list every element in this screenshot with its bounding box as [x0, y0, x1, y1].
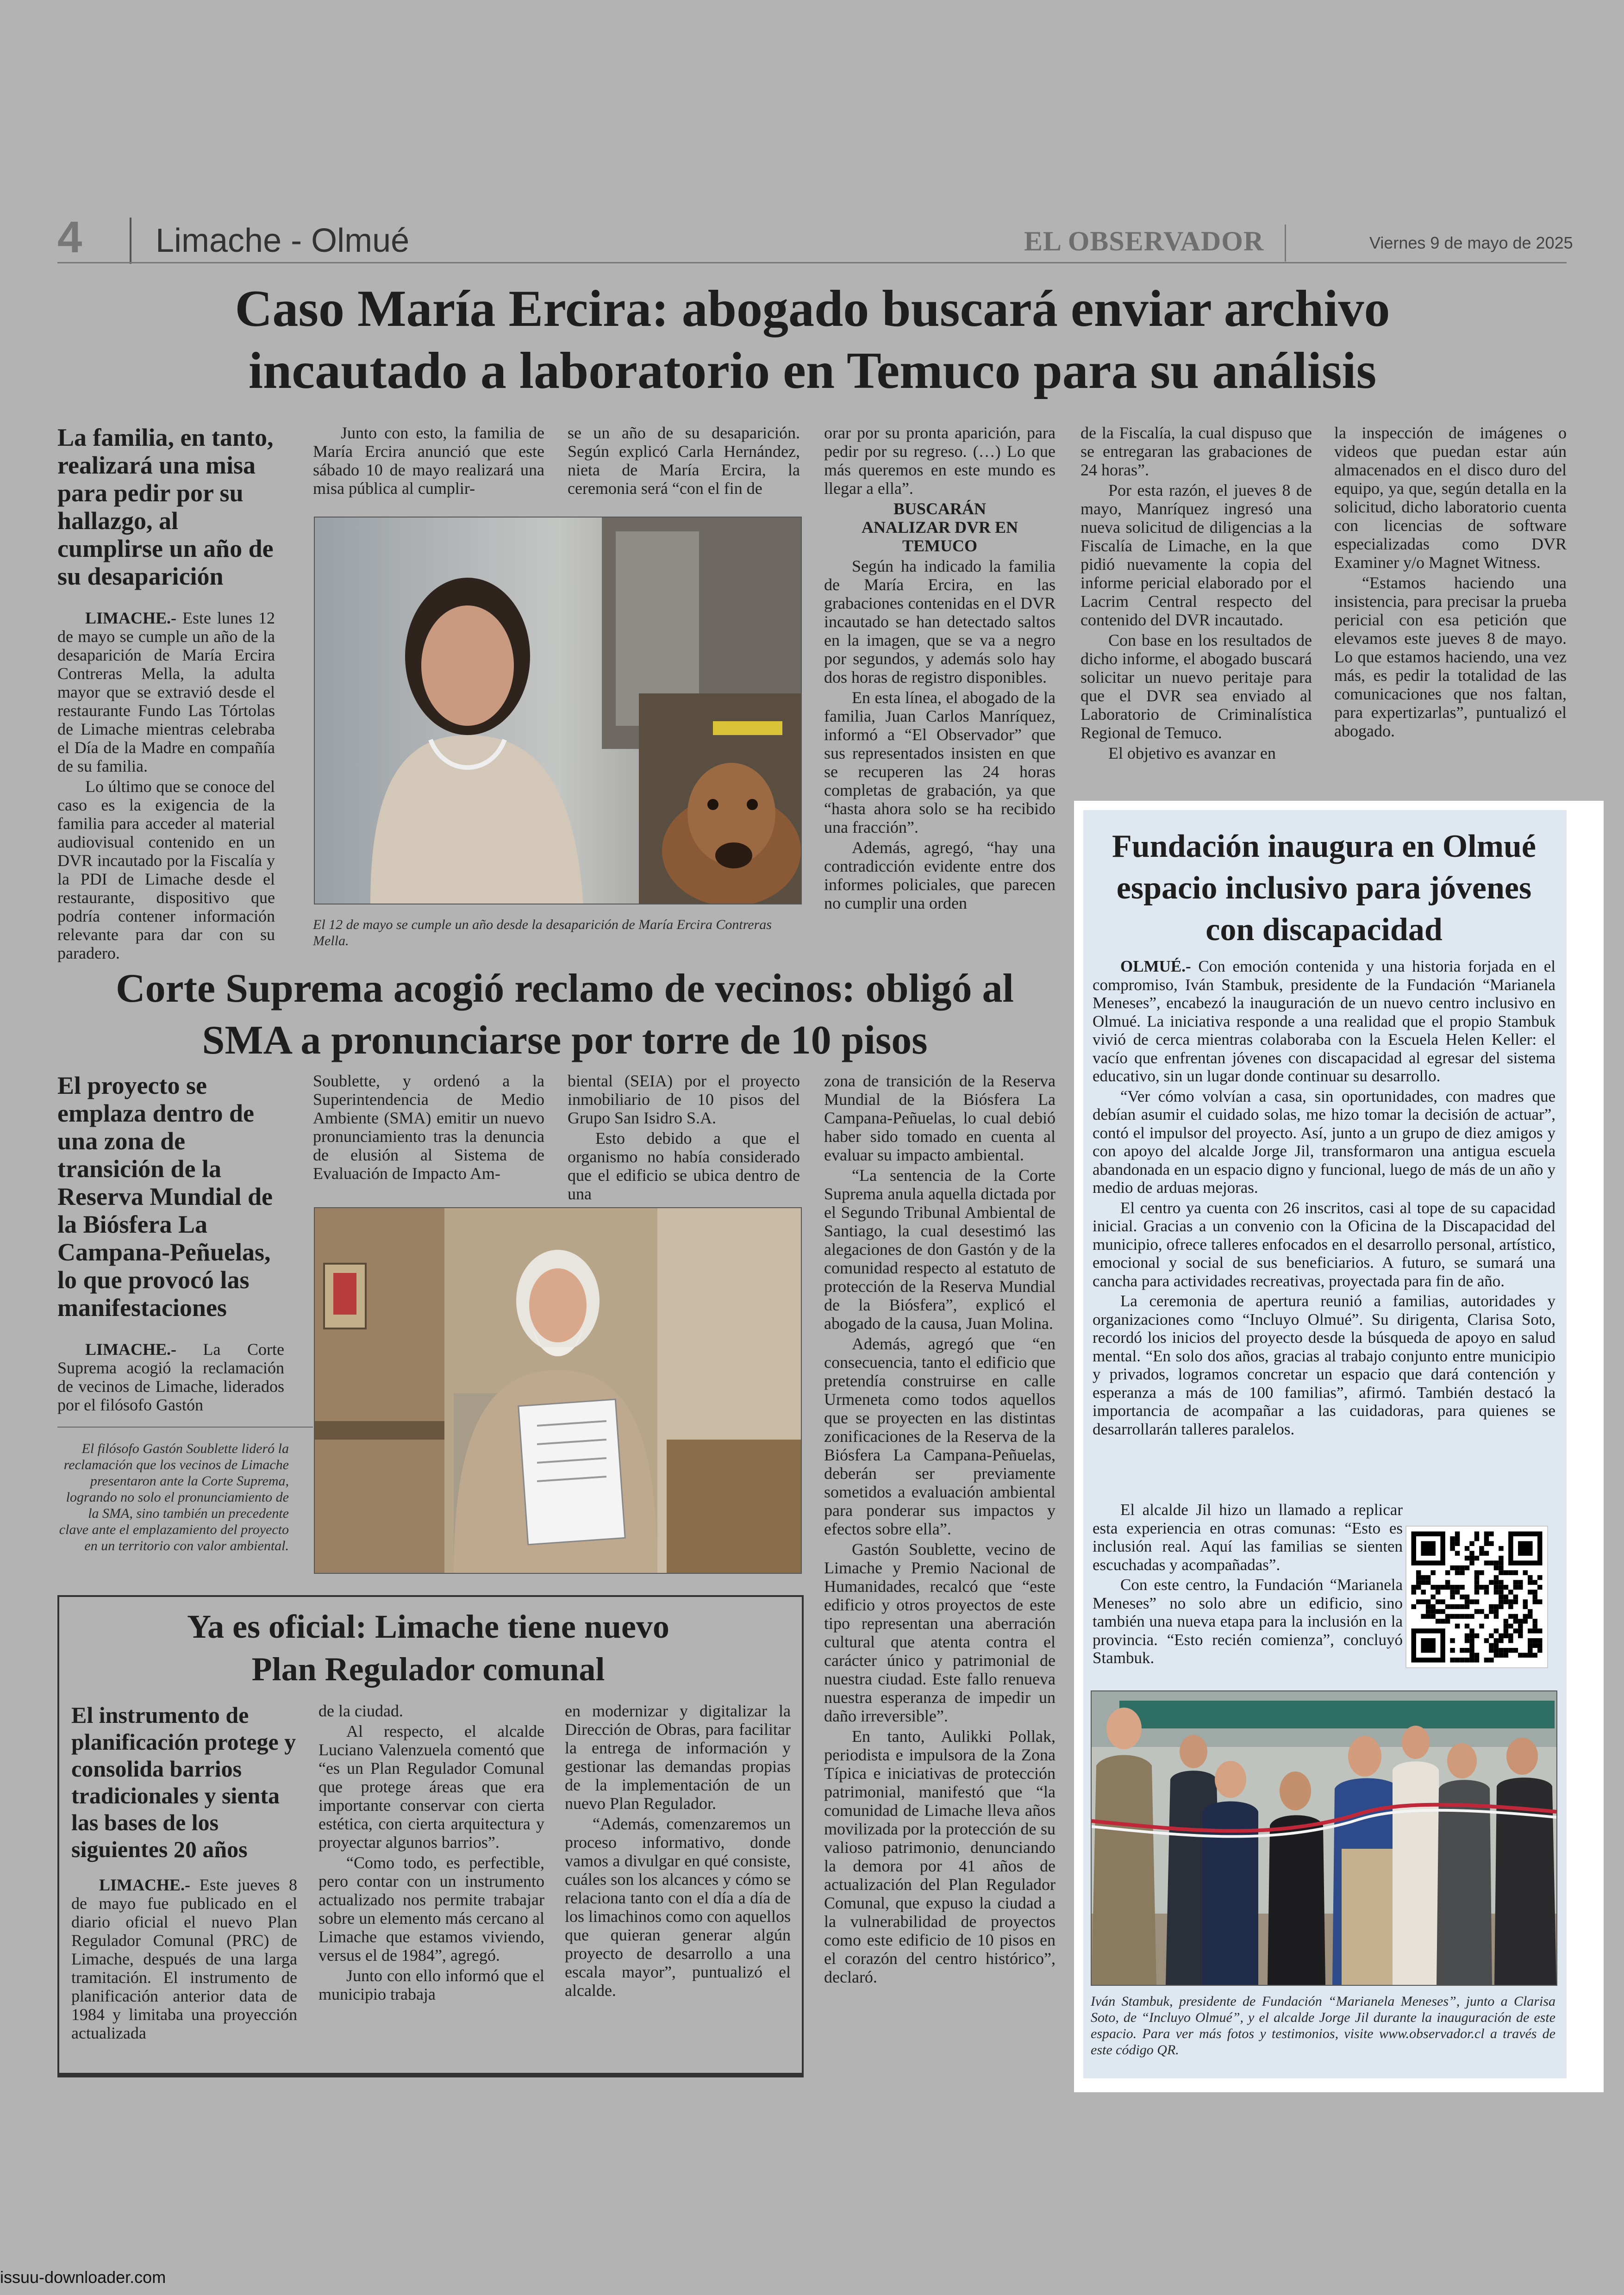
story1-c4c: En esta línea, el abogado de la familia, Juan Carlos Manríquez, informó a “El Observador” que sus representados insisten en que se recuperen las 24 horas completas de grabación, ya que “hasta ahora solo se ha recibido una fracción”.	[824, 688, 1056, 836]
issue-date: Viernes 9 de mayo de 2025	[1369, 233, 1573, 252]
story1-c6b: “Estamos haciendo una insistencia, para precisar la prueba pericial con esa petición que elevamos este jueves 8 de mayo. Lo que estamos haciendo, una vez más, es pedir la totalidad de las comunicaciones que nos faltan, para expertizarlas”, puntualizó el abogado.	[1334, 574, 1567, 740]
story1-c5c: Con base en los resultados de dicho informe, el abogado buscará solicitar un nuevo peritaje para que el DVR sea enviado al Laboratorio de Criminalística Regional de Temuco.	[1081, 631, 1312, 742]
story1-p2: Lo último que se conoce del caso es la exigencia de la familia para acceder al material audiovisual contenido en un DVR incautado por la Fiscalía y la PDI de Limache desde el restaurante, dispositivo que podría contener información relevante para dar con su paradero.	[57, 777, 275, 962]
story1-col6	[1334, 424, 1567, 742]
story2-dateline: LIMACHE.-	[85, 1340, 176, 1359]
story4-p3: El centro ya cuenta con 26 inscritos, casi al tope de su capacidad inicial. Gracias a un convenio con la Oficina de la Discapacidad del municipio, ofrece talleres enfocados en el desarrollo personal, artístico, emocional y social de sus beneficiarios. A futuro, se sumará una cancha para actividades recreativas, proyectada para fin de año.	[1093, 1198, 1555, 1290]
story2-kicker: El proyecto se emplaza dentro de una zona de transición de la Reserva Mundial de la Biósfera La Campana-Peñuelas, lo que provocó las manifestaciones	[57, 1072, 273, 1322]
story1-c4d: Además, agregó, “hay una contradicción evidente entre dos informes policiales, que parecen no cumplir una orden	[824, 838, 1056, 912]
story2-col3	[568, 1072, 800, 1205]
story3-c3a: en modernizar y digitalizar la Dirección de Obras, para facilitar la entrega de información y gestionar las demandas propias de la implementación de un nuevo Plan Regulador.	[565, 1702, 791, 1813]
story1-headline: Caso María Ercira: abogado buscará enviar archivo incautado a laboratorio en Temuco para su análisis	[235, 280, 1390, 399]
story2-c3a: biental (SEIA) por el proyecto inmobiliario de 10 pisos del Grupo San Isidro S.A.	[568, 1072, 800, 1127]
story1-col4	[824, 424, 1056, 914]
qr-code-icon	[1406, 1527, 1547, 1667]
story3-col1	[71, 1702, 297, 2044]
story4-caption: Iván Stambuk, presidente de Fundación “Marianela Meneses”, junto a Clarisa Soto, de “Incluyo Olmué”, y el alcalde Jorge Jil durante la inauguración de este espacio. Para ver más fotos y testimonios, visite www.observador.cl a través de este código QR.	[1091, 1994, 1555, 2058]
story1-kicker: La familia, en tanto, realizará una misa para pedir por su hallazgo, al cumplirse un año de su desaparición	[57, 424, 274, 590]
story3-c2a: de la ciudad.	[319, 1702, 403, 1720]
story4-p5: El alcalde Jil hizo un llamado a replicar esta experiencia en otras comunas: “Esto es inclusión real. Aquí las familias se sienten escuchadas y acompañadas”.	[1093, 1501, 1403, 1574]
story2-col1	[57, 1072, 284, 1416]
story1-c4b: Según ha indicado la familia de María Ercira, en las grabaciones contenidas en el DVR incautado se han detectado saltos en la imagen, que se va a negro por segundos, y además solo hay dos horas de registro disponibles.	[824, 557, 1056, 686]
story2-c4d: Gastón Soublette, vecino de Limache y Premio Nacional de Humanidades, recalcó que “este edificio y otros proyectos de este tipo representan una aberración cultural que atenta contra el carácter único y patrimonial de nuestra ciudad. Este fallo renueva nuestra esperanza de impedir un daño irreversible”.	[824, 1540, 1056, 1725]
story4-p4: La ceremonia de apertura reunió a familias, autoridades y organizaciones como “Incluyo Olmué”. Su dirigenta, Clarisa Soto, recordó los inicios del proyecto desde la búsqueda de apoyo en salud mental. “En solo dos años, gracias al trabajo conjunto entre municipio y privados, logramos concretar un espacio que dará contención y esperanza a más de 100 familias”, afirmó. También destacó la importancia de acompañar a las cuidadoras, para quienes se desarrollarán talleres paralelos.	[1093, 1292, 1555, 1438]
story1-c4a: orar por su pronta aparición, para pedir por su regreso. (…) Lo que más queremos en este mundo es llegar a ella”.	[824, 424, 1056, 498]
story3-c2d: Junto con ello informó que el municipio trabaja	[319, 1966, 544, 2003]
ribbon-cutting-photo	[1092, 1691, 1556, 1985]
story3-dateline: LIMACHE.-	[99, 1876, 190, 1894]
watermark: issuu-downloader.com	[0, 2268, 166, 2287]
story4-photo	[1091, 1690, 1557, 1986]
story1-subhead: BUSCARÁN ANALIZAR DVR EN TEMUCO	[861, 499, 1018, 555]
story4-body	[1093, 957, 1555, 1440]
story1-photo	[314, 517, 802, 904]
story2-c3b: Esto debido a que el organismo no había considerado que el edificio se ubica dentro de una	[568, 1129, 800, 1203]
page-number: 4	[57, 212, 82, 262]
story1-dateline: LIMACHE.-	[85, 609, 176, 627]
man-holding-document-photo	[315, 1208, 801, 1573]
section-title: Limache - Olmué	[156, 222, 410, 259]
story2-c4b: “La sentencia de la Corte Suprema anula aquella dictada por el Segundo Tribunal Ambiental de Santiago, la cual desestimó las alegaciones de don Gastón y de la comunidad respecto al estatuto de protección de la Reserva Mundial de la Biósfera”, explicó el abogado de la causa, Juan Molina.	[824, 1166, 1056, 1333]
story1-col1	[57, 424, 275, 964]
story2-c4a: zona de transición de la Reserva Mundial de la Biósfera La Campana-Peñuelas, lo cual debió haber sido tomado en cuenta al evaluar su impacto ambiental.	[824, 1072, 1056, 1164]
story4-headline: Fundación inaugura en Olmué espacio inclusivo para jóvenes con discapacidad	[1112, 829, 1536, 948]
story2-caption: El filósofo Gastón Soublette lideró la reclamación que los vecinos de Limache presentaron ante la Corte Suprema, logrando no solo el pronunciamiento de la SMA, sino también un precedente clave ante el emplazamiento del proyecto en un territorio con valor ambiental.	[59, 1441, 289, 1553]
story2-col4	[824, 1072, 1056, 1988]
story2-c2a: Soublette, y ordenó a la Superintendencia de Medio Ambiente (SMA) emitir un nuevo pronunciamiento tras la denuncia de elusión al Sistema de Evaluación de Impacto Am-	[313, 1072, 544, 1183]
story3-kicker: El instrumento de planificación protege y consolida barrios tradicionales y sienta las bases de los siguientes 20 años	[71, 1702, 296, 1862]
qr-code[interactable]	[1405, 1526, 1548, 1668]
story2-p1: La Corte Suprema acogió la reclamación de vecinos de Limache, liderados por el filósofo Gastón	[57, 1340, 285, 1414]
story4-p2: “Ver cómo volvían a casa, sin oportunidades, con madres que debían asumir el cuidado solas, me hizo tomar la decisión de actuar”, contó el impulsor del proyecto. Así, junto a un grupo de diez amigos y con apoyo del alcalde Jorge Jil, transformaron una antigua escuela abandonada en un espacio digno y funcional, luego de más de un año y medio de arduas mejoras.	[1093, 1087, 1555, 1197]
story2-photo	[314, 1207, 802, 1574]
story1-c5d: El objetivo es avanzar en	[1108, 744, 1276, 762]
story2-col2	[313, 1072, 544, 1185]
story3-p1: Este jueves 8 de mayo fue publicado en el diario oficial el nuevo Plan Regulador Comunal (PRC) de Limache, después de una larga tramitación. El instrumento de planificación anterior data de 1984 y limitaba una proyección actualizada	[71, 1876, 298, 2042]
story4-body-narrow	[1093, 1501, 1403, 1669]
story2-headline: Corte Suprema acogió reclamo de vecinos: obligó al SMA a pronunciarse por torre de 10 pisos	[116, 966, 1014, 1063]
masthead-divider	[1285, 225, 1286, 262]
story1-col3	[568, 424, 800, 499]
story2-c4c: Además, agregó que “en consecuencia, tanto el edificio que pretendía construirse en calle Urmeneta como todos aquellos que se proyecten en las distintas zonificaciones de la Reserva de la Biósfera La Campana-Peñuelas, deberán ser previamente sometidos a evaluación ambiental para ponderar sus impactos y efectos sobre ella”.	[824, 1335, 1056, 1538]
story1-col2	[313, 424, 544, 499]
story1-c5b: Por esta razón, el jueves 8 de mayo, Manríquez ingresó una nueva solicitud de diligencias a la Fiscalía de Limache, en la que pidió nuevamente la copia del informe pericial elaborado por el Lacrim Central respecto del contenido del DVR incautado.	[1081, 481, 1312, 629]
story3-headline: Ya es oficial: Limache tiene nuevo Plan Regulador comunal	[187, 1608, 669, 1688]
story2-c4e: En tanto, Aulikki Pollak, periodista e impulsora de la Zona Típica e iniciativas de protección patrimonial, manifestó que “la comunidad de Limache lleva años movilizada por la protección de su valioso patrimonio, denunciando la demora por 41 años de actualización del Plan Regulador Comunal, que expuso la ciudad a la vulnerabilidad de proyectos como este edificio de 10 pisos en el corazón del centro histórico”, declaró.	[824, 1727, 1056, 1986]
story3-col3	[565, 1702, 791, 2002]
story1-c3a: se un año de su desaparición. Según explicó Carla Hernández, nieta de María Ercira, la ceremonia será “con el fin de	[568, 424, 800, 498]
story4-p1: Con emoción contenida y una historia forjada en el compromiso, Iván Stambuk, presidente de la Fundación “Marianela Meneses”, encabezó la inauguración de un nuevo centro inclusivo en Olmué. La iniciativa responde a una realidad que el propio Stambuk vivió de cerca mientras colaboraba con la Escuela Helen Keller: el vacío que enfrentan jóvenes con discapacidad al egresar del sistema educativo, sin un lugar donde continuar su desarrollo.	[1093, 957, 1555, 1085]
story1-col5	[1081, 424, 1312, 764]
story3-c3b: “Además, comenzaremos un proceso informativo, donde vamos a divulgar en qué consiste, cuáles son los alcances y cómo se relaciona tanto con el día a día de los limachinos como con aquellos que quieran generar algún proyecto de desarrollo a una escala mayor”, puntualizó el alcalde.	[565, 1815, 791, 2000]
story4-dateline: OLMUÉ.-	[1120, 957, 1191, 975]
story1-c6a: la inspección de imágenes o videos que puedan estar aún almacenados en el disco duro del equipo, ya que, según detalla en la solicitud, dicho laboratorio cuenta con licencias de software especializadas como DVR Examiner y/o Magnet Witness.	[1334, 424, 1567, 572]
story4-p6: Con este centro, la Fundación “Marianela Meneses” no solo abre un edificio, sino también una nueva etapa para la inclusión en la provincia. “Esto recién comienza”, concluyó Stambuk.	[1093, 1576, 1403, 1667]
story1-c5a: de la Fiscalía, la cual dispuso que se entregaran las grabaciones de 24 horas”.	[1081, 424, 1312, 479]
header-divider	[130, 218, 131, 264]
woman-with-dog-photo	[315, 518, 801, 904]
story1-c2a: Junto con esto, la familia de María Ercira anunció que este sábado 10 de mayo realizará una misa pública al cumplir-	[313, 424, 544, 498]
story3-c2b: Al respecto, el alcalde Luciano Valenzuela comentó que “es un Plan Regulador Comunal que protege áreas que era importante conservar con cierta estética, con cierta arquitectura y proyectar algunos barrios”.	[319, 1722, 544, 1852]
story1-caption: El 12 de mayo se cumple un año desde la desaparición de María Ercira Contreras Mella.	[313, 917, 772, 948]
story3-col2	[319, 1702, 544, 2005]
header-rule	[57, 262, 1567, 263]
story3-c2c: “Como todo, es perfectible, pero contar con un instrumento actualizado nos permite trabajar sobre un elemento más cercano al Limache que estamos viviendo, versus el de 1984”, agregó.	[319, 1853, 544, 1964]
masthead: EL OBSERVADOR	[1024, 226, 1264, 256]
story2-caption-rule	[57, 1427, 313, 1428]
story1-p1: Este lunes 12 de mayo se cumple un año de la desaparición de María Ercira Contreras Mella, la adulta mayor que se extravió desde el restaurante Fundo Las Tórtolas de Limache mientras celebraba el Día de la Madre en compañía de su familia.	[57, 609, 275, 775]
